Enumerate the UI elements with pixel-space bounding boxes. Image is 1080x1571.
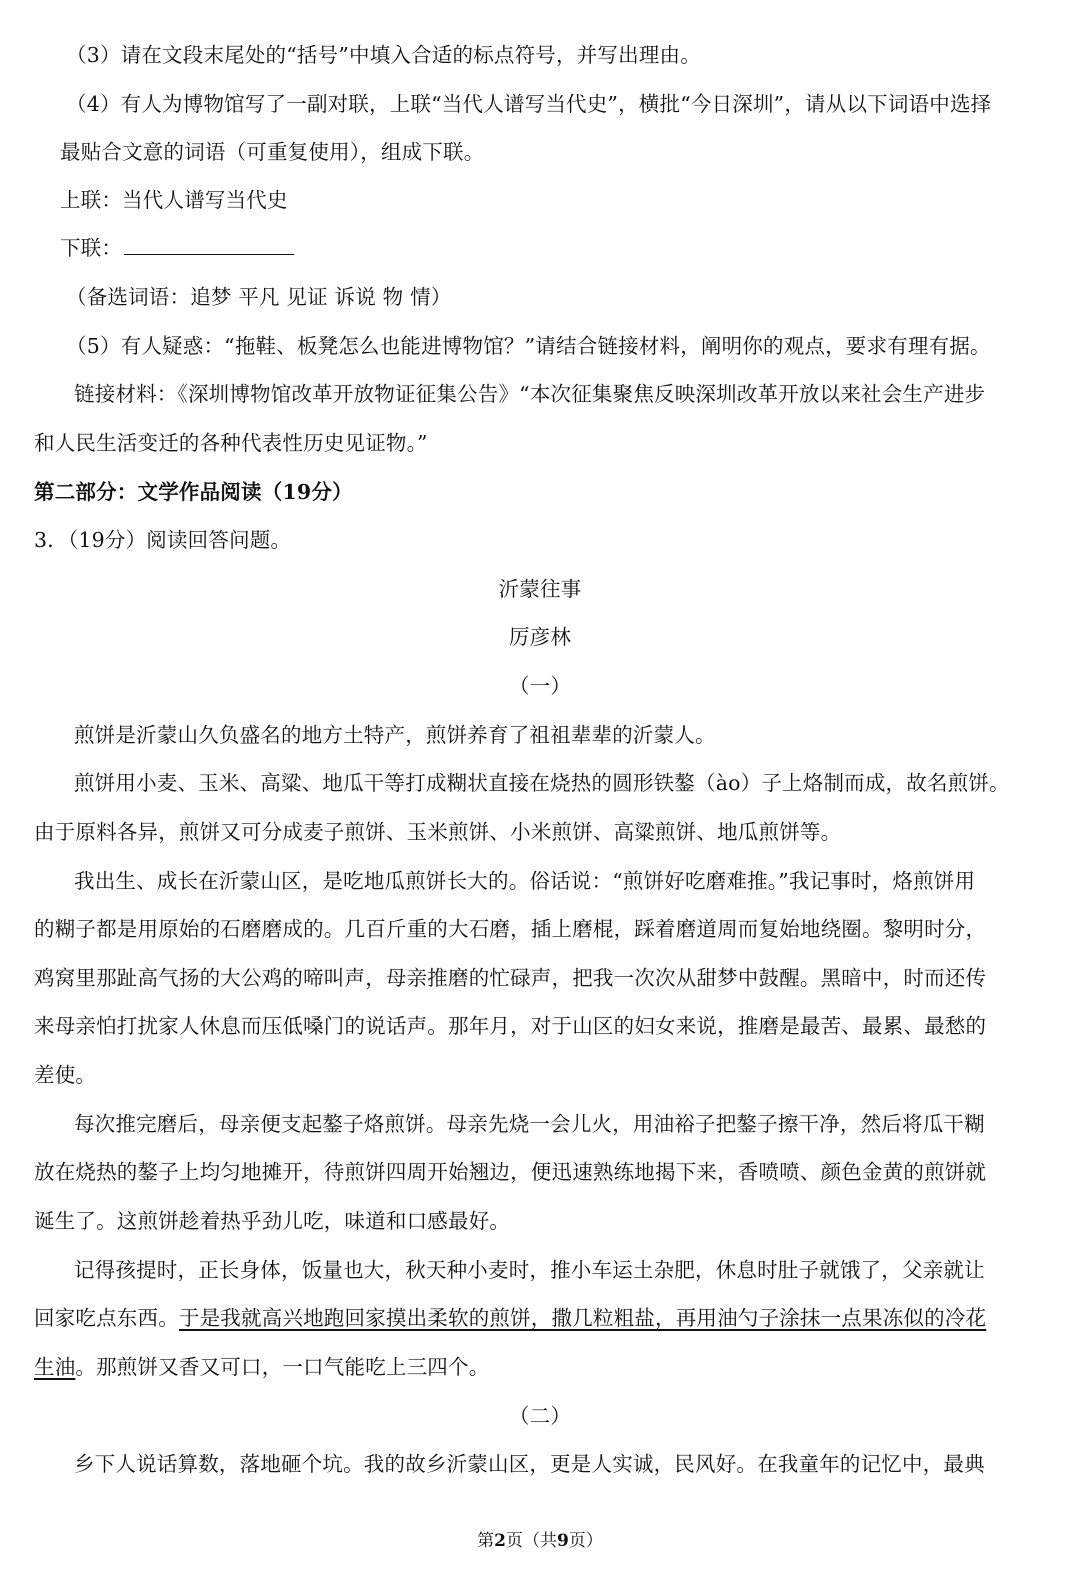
question-4-text-line1: （4）有人为博物馆写了一副对联，上联“当代人谱写当代史”，横批“今日深圳”，请从以下词语中选择	[66, 92, 992, 116]
question-3-heading: 3．（19分）阅读回答问题。	[34, 528, 292, 552]
article-author: 厉彦林	[508, 625, 572, 649]
question-3-text: （3）请在文段末尾处的“括号”中填入合适的标点符号，并写出理由。	[66, 43, 701, 67]
footer-prefix: 第	[477, 1531, 495, 1551]
paragraph-4-line3: 诞生了。这煎饼趁着热乎劲儿吃，味道和口感最好。	[34, 1209, 511, 1233]
question-5-text: （5）有人疑惑：“拖鞋、板凳怎么也能进博物馆？”请结合链接材料，阐明你的观点，要求有理有据。	[66, 334, 991, 358]
part-2-label: （二）	[508, 1404, 572, 1428]
paragraph-5-text: 回家吃点东西。	[34, 1306, 179, 1330]
paragraph-1: 煎饼是沂蒙山久负盛名的地方土特产，煎饼养育了祖祖辈辈的沂蒙人。	[74, 723, 716, 747]
lower-couplet-label: 下联：	[60, 236, 123, 260]
paragraph-3-line3: 鸡窝里那趾高气扬的大公鸡的啼叫声，母亲推磨的忙碌声，把我一次次从甜梦中鼓醒。黑暗中，时而还传	[34, 966, 987, 990]
paragraph-4-line2: 放在烧热的鏊子上均匀地摊开，待煎饼四周开始翘边，便迅速熟练地揭下来，香喷喷、颜色金黄的煎饼就	[34, 1160, 987, 1184]
paragraph-4-line1: 每次推完磨后，母亲便支起鏊子烙煎饼。母亲先烧一会儿火，用油裕子把鏊子擦干净，然后将瓜干糊	[74, 1112, 985, 1136]
paragraph-2-line1: 煎饼用小麦、玉米、高粱、地瓜干等打成糊状直接在烧热的圆形铁鏊（ào）子上烙制而成，故名煎饼。	[74, 771, 1010, 795]
paragraph-3-line2: 的糊子都是用原始的石磨磨成的。几百斤重的大石磨，插上磨棍，踩着磨道周而复始地绕圈。黎明时分，	[34, 917, 987, 941]
footer-total-pages: 9	[557, 1531, 569, 1551]
paragraph-3-line4: 来母亲怕打扰家人休息而压低嗓门的说话声。那年月，对于山区的妇女来说，推磨是最苦、最累、最愁的	[34, 1014, 987, 1038]
part-1-label: （一）	[508, 674, 572, 698]
upper-couplet: 上联：当代人谱写当代史	[60, 188, 288, 212]
paragraph-5-line1: 记得孩提时，正长身体，饭量也大，秋天种小麦时，推小车运土杂肥，休息时肚子就饿了，父亲就让	[74, 1258, 985, 1282]
section-heading: 第二部分：文学作品阅读（19分）	[34, 480, 353, 504]
footer-suffix: 页）	[568, 1531, 603, 1551]
underlined-sentence-end: 生油	[34, 1355, 76, 1379]
page-footer	[0, 1528, 1080, 1554]
underlined-sentence: 于是我就高兴地跑回家摸出柔软的煎饼，撒几粒粗盐，再用油勺子涂抹一点果冻似的冷花	[178, 1306, 987, 1330]
footer-mid: 页（共	[506, 1531, 557, 1551]
paragraph-5-line3	[34, 1351, 1034, 1383]
question-4-text-line2: 最贴合文意的词语（可重复使用），组成下联。	[60, 140, 485, 164]
article-title: 沂蒙往事	[498, 577, 582, 601]
paragraph-5-text-end: 。那煎饼又香又可口，一口气能吃上三四个。	[75, 1355, 490, 1379]
paragraph-5-line2	[34, 1302, 1034, 1334]
paragraph-3-line5: 差使。	[34, 1063, 97, 1087]
word-options: （备选词语：追梦 平凡 见证 诉说 物 情）	[66, 285, 452, 309]
lower-couplet	[60, 232, 1060, 264]
footer-page-number: 2	[494, 1531, 506, 1551]
paragraph-2-line2: 由于原料各异，煎饼又可分成麦子煎饼、玉米煎饼、小米煎饼、高粱煎饼、地瓜煎饼等。	[34, 820, 842, 844]
link-material-line1: 链接材料：《深圳博物馆改革开放物证征集公告》“本次征集聚焦反映深圳改革开放以来社会生产进步	[74, 382, 986, 406]
paragraph-6-line1: 乡下人说话算数，落地砸个坑。我的故乡沂蒙山区，更是人实诚，民风好。在我童年的记忆中，最典	[74, 1452, 985, 1476]
answer-blank[interactable]	[124, 234, 294, 255]
link-material-line2: 和人民生活变迁的各种代表性历史见证物。”	[34, 431, 428, 455]
paragraph-3-line1: 我出生、成长在沂蒙山区，是吃地瓜煎饼长大的。俗话说：“煎饼好吃磨难推。”我记事时，烙煎饼用	[74, 869, 976, 893]
